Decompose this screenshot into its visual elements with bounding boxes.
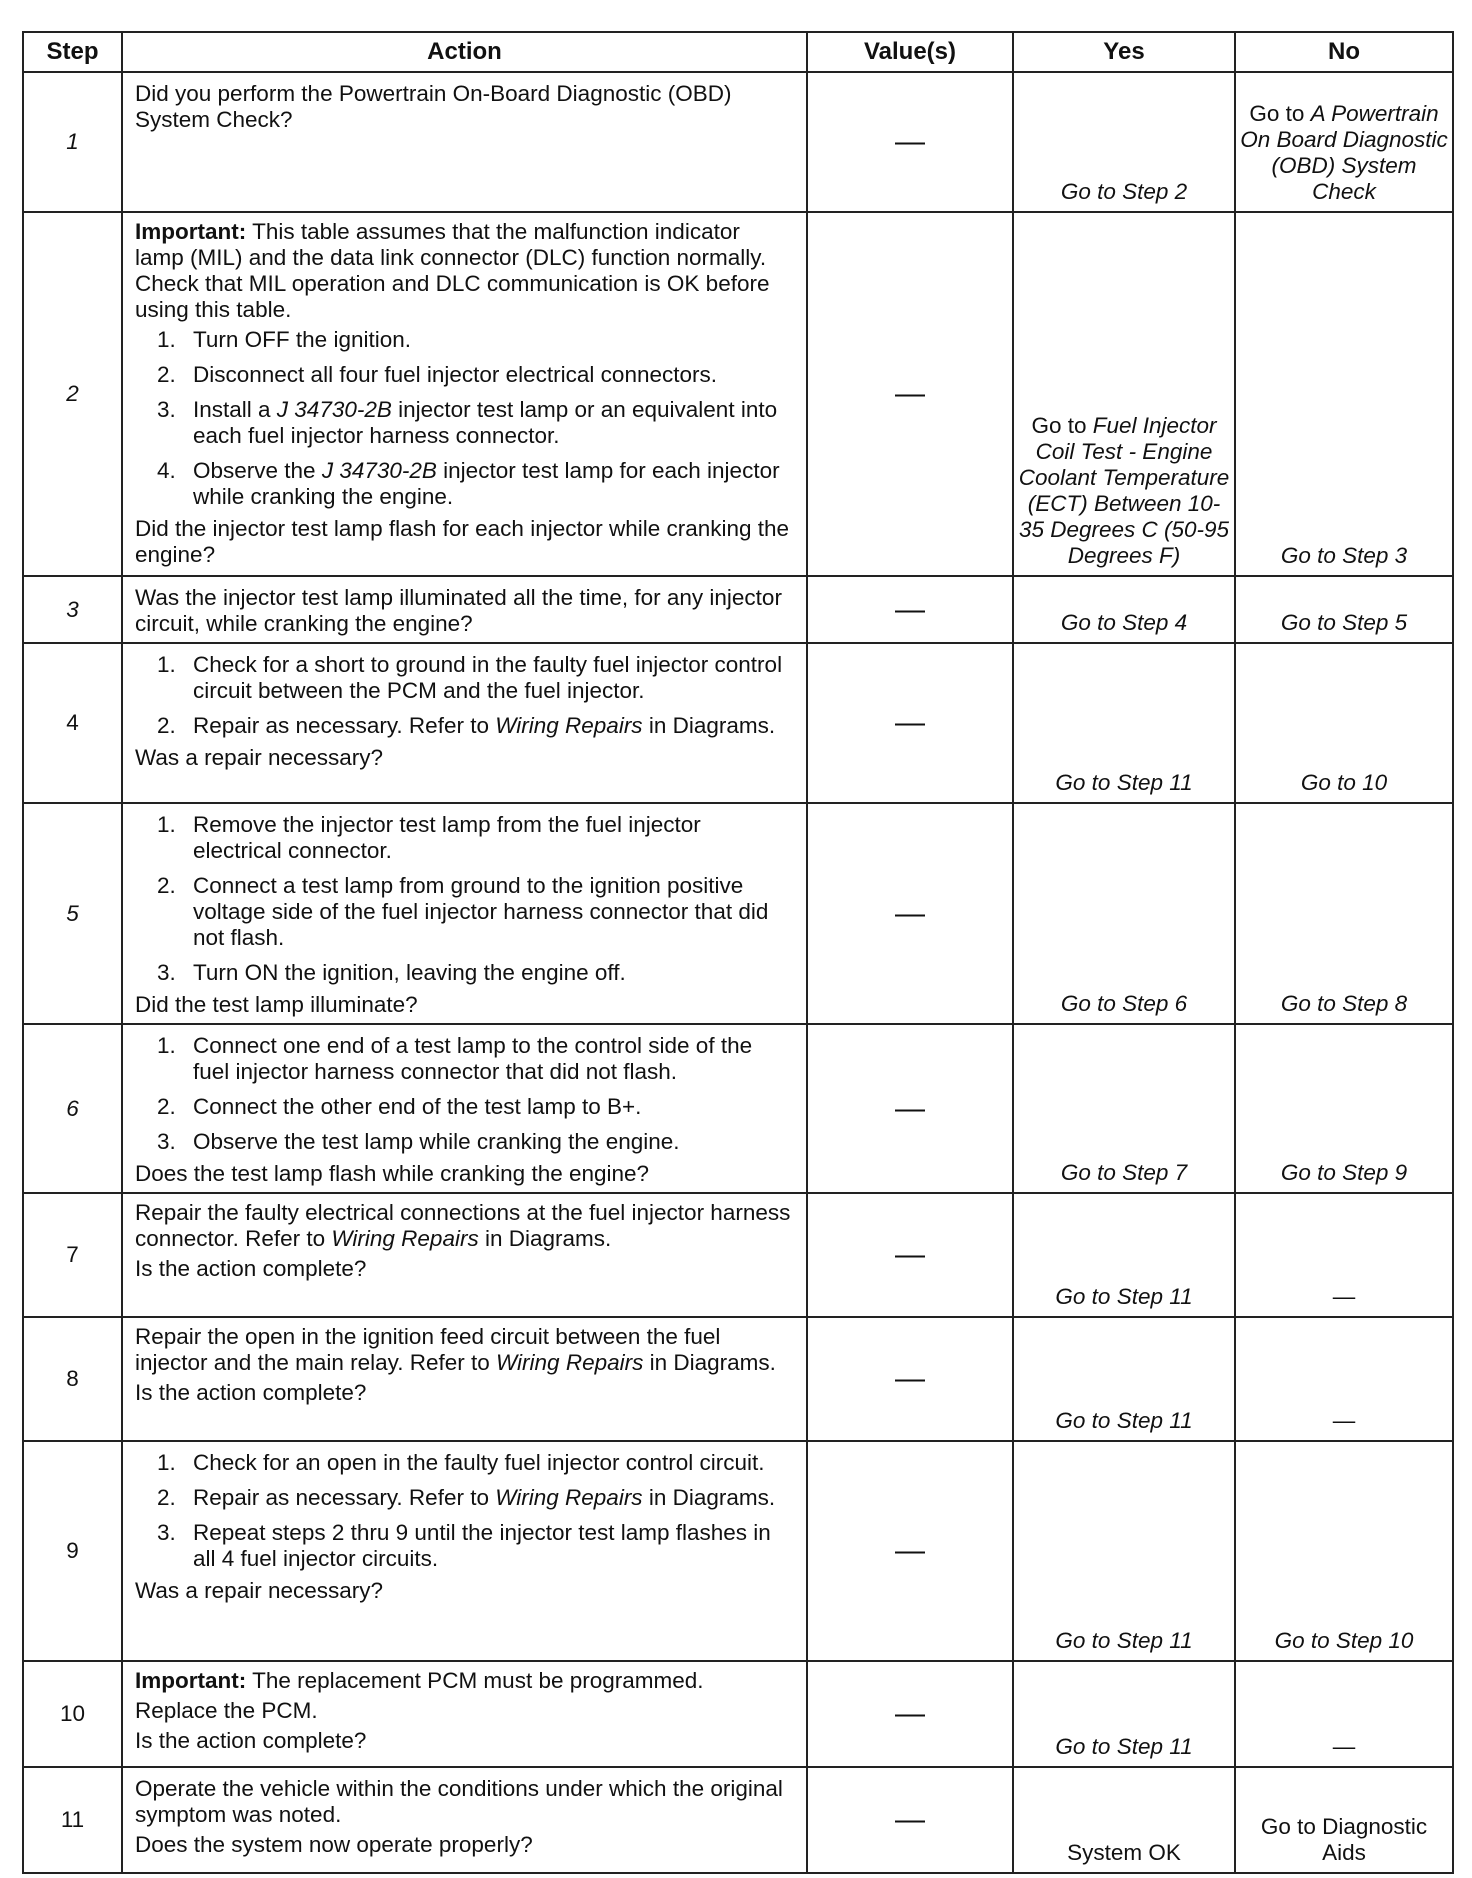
step-item-number: 2.	[157, 873, 176, 898]
action-step-item	[135, 1033, 792, 1085]
step-number: 10	[23, 1661, 122, 1767]
step-item-number: 3.	[157, 1520, 176, 1545]
text-run: in Diagrams.	[478, 1226, 612, 1251]
text-run: in Diagrams.	[643, 1350, 776, 1375]
text-run: Turn OFF the ignition.	[193, 327, 412, 352]
diagnostic-document	[22, 31, 1452, 1874]
action-cell	[122, 576, 807, 643]
text-run: The replacement PCM must be programmed.	[246, 1668, 704, 1693]
step-number: 2	[23, 212, 122, 576]
value-cell: —	[807, 72, 1013, 212]
action-question: Is the action complete?	[135, 1728, 367, 1753]
bold-label: Important:	[135, 1668, 247, 1693]
step-number: 9	[23, 1441, 122, 1661]
action-question: Does the system now operate properly?	[135, 1832, 533, 1857]
italic-text: Go to Step 8	[1280, 991, 1408, 1016]
header-step: Step	[23, 32, 122, 72]
italic-text: J 34730-2B	[321, 458, 437, 483]
text-run: Observe the test lamp while cranking the engine.	[193, 1129, 680, 1154]
step-item-number: 1.	[157, 1450, 176, 1475]
text-run: Check for an open in the faulty fuel injector control circuit.	[193, 1450, 765, 1475]
value-cell: —	[807, 643, 1013, 803]
yes-cell	[1013, 72, 1235, 212]
action-step-item	[135, 397, 792, 449]
action-question: Did the injector test lamp flash for each injector while cranking the engine?	[135, 516, 790, 567]
yes-cell	[1013, 1317, 1235, 1441]
action-paragraph	[135, 219, 792, 323]
text-run: Repeat steps 2 thru 9 until the injector test lamp flashes in all 4 fuel injector circuits.	[193, 1520, 771, 1571]
step-number: 6	[23, 1024, 122, 1193]
no-cell	[1235, 1767, 1453, 1873]
value-cell: —	[807, 1024, 1013, 1193]
action-step-item	[135, 362, 792, 388]
text-run: injector test lamp or an equivalent into each fuel injector harness connector.	[193, 397, 778, 448]
table-row	[23, 803, 1453, 1024]
italic-text: Go to Step 7	[1060, 1160, 1188, 1185]
no-cell	[1235, 1317, 1453, 1441]
value-cell: —	[807, 1317, 1013, 1441]
action-cell	[122, 1441, 807, 1661]
table-row	[23, 1441, 1453, 1661]
table-row	[23, 1317, 1453, 1441]
action-cell	[122, 803, 807, 1024]
yes-cell	[1013, 212, 1235, 576]
action-step-item	[135, 458, 792, 510]
action-step-item	[135, 1520, 792, 1572]
no-cell	[1235, 72, 1453, 212]
italic-text: Go to Step 11	[1055, 1284, 1193, 1309]
no-cell	[1235, 212, 1453, 576]
action-step-item	[135, 812, 792, 864]
yes-cell	[1013, 643, 1235, 803]
step-item-number: 2.	[157, 362, 176, 387]
bold-label: Important:	[135, 219, 247, 244]
text-run: System OK	[1067, 1840, 1181, 1865]
action-steps-list	[135, 327, 792, 510]
table-row	[23, 1661, 1453, 1767]
action-cell	[122, 1024, 807, 1193]
action-step-item	[135, 652, 792, 704]
no-cell	[1235, 576, 1453, 643]
action-step-item	[135, 1129, 792, 1155]
step-number: 7	[23, 1193, 122, 1317]
action-question: Did you perform the Powertrain On-Board Diagnostic (OBD) System Check?	[135, 81, 732, 132]
action-cell	[122, 212, 807, 576]
italic-text: Go to Step 4	[1060, 610, 1188, 635]
text-run: —	[1332, 1734, 1356, 1759]
italic-text: Go to Step 10	[1274, 1628, 1414, 1653]
text-run: Remove the injector test lamp from the fuel injector electrical connector.	[193, 812, 701, 863]
table-row	[23, 212, 1453, 576]
text-run: Go to	[1249, 101, 1311, 126]
table-row	[23, 576, 1453, 643]
text-run: Go to	[1031, 413, 1093, 438]
italic-text: Go to Step 11	[1055, 770, 1193, 795]
yes-cell	[1013, 803, 1235, 1024]
step-item-number: 4.	[157, 458, 176, 483]
action-question: Is the action complete?	[135, 1380, 367, 1405]
action-steps-list	[135, 1450, 792, 1572]
text-run: Connect the other end of the test lamp to B+.	[193, 1094, 642, 1119]
no-cell	[1235, 803, 1453, 1024]
action-question: Was the injector test lamp illuminated all the time, for any injector circuit, while cranking the engine?	[135, 585, 782, 636]
header-yes: Yes	[1013, 32, 1235, 72]
action-question: Replace the PCM.	[135, 1698, 318, 1723]
italic-text: A Powertrain On Board Diagnostic (OBD) System Check	[1240, 101, 1448, 204]
text-run: Repair the faulty electrical connections at the fuel injector harness connector. Refer to	[135, 1200, 791, 1251]
action-steps-list	[135, 812, 792, 986]
table-body	[23, 72, 1453, 1873]
header-action: Action	[122, 32, 807, 72]
text-run: Turn ON the ignition, leaving the engine off.	[193, 960, 626, 985]
action-steps-list	[135, 1033, 792, 1155]
action-cell	[122, 72, 807, 212]
text-run: in Diagrams.	[642, 1485, 776, 1510]
step-item-number: 2.	[157, 1485, 176, 1510]
value-cell: —	[807, 1441, 1013, 1661]
italic-text: Wiring Repairs	[331, 1226, 479, 1251]
step-item-number: 3.	[157, 1129, 176, 1154]
italic-text: Go to Step 11	[1055, 1628, 1193, 1653]
action-step-item	[135, 1450, 792, 1476]
italic-text: Go to Step 9	[1280, 1160, 1408, 1185]
table-row	[23, 1767, 1453, 1873]
step-number: 3	[23, 576, 122, 643]
text-run: —	[1332, 1408, 1356, 1433]
text-run: Check for a short to ground in the faulty fuel injector control circuit between the PCM and the fuel injector.	[193, 652, 783, 703]
action-step-item	[135, 327, 792, 353]
value-cell: —	[807, 1767, 1013, 1873]
table-row	[23, 72, 1453, 212]
action-question: Was a repair necessary?	[135, 745, 384, 770]
step-item-number: 3.	[157, 397, 176, 422]
yes-cell	[1013, 1024, 1235, 1193]
step-number: 5	[23, 803, 122, 1024]
step-number: 1	[23, 72, 122, 212]
action-question: Did the test lamp illuminate?	[135, 992, 418, 1017]
italic-text: Go to Step 11	[1055, 1408, 1193, 1433]
step-number: 8	[23, 1317, 122, 1441]
action-paragraph	[135, 1324, 792, 1376]
action-step-item	[135, 713, 792, 739]
no-cell	[1235, 1193, 1453, 1317]
value-cell: —	[807, 1661, 1013, 1767]
diagnostic-table	[22, 31, 1454, 1874]
italic-text: Go to Step 3	[1280, 543, 1408, 568]
action-step-item	[135, 1094, 792, 1120]
step-item-number: 3.	[157, 960, 176, 985]
action-cell	[122, 1661, 807, 1767]
text-run: Go to Diagnostic Aids	[1260, 1814, 1428, 1865]
step-item-number: 1.	[157, 812, 176, 837]
italic-text: Wiring Repairs	[495, 1485, 643, 1510]
step-item-number: 1.	[157, 327, 176, 352]
action-paragraph	[135, 1668, 792, 1694]
action-question: Operate the vehicle within the conditions under which the original symptom was noted.	[135, 1776, 783, 1827]
step-item-number: 2.	[157, 713, 176, 738]
italic-text: Wiring Repairs	[495, 713, 643, 738]
step-number: 4	[23, 643, 122, 803]
no-cell	[1235, 643, 1453, 803]
action-step-item	[135, 873, 792, 951]
italic-text: Go to Step 2	[1060, 179, 1188, 204]
action-steps-list	[135, 652, 792, 739]
action-cell	[122, 1767, 807, 1873]
action-question: Does the test lamp flash while cranking the engine?	[135, 1161, 650, 1186]
yes-cell	[1013, 1767, 1235, 1873]
action-step-item	[135, 960, 792, 986]
no-cell	[1235, 1441, 1453, 1661]
step-item-number: 1.	[157, 1033, 176, 1058]
yes-cell	[1013, 576, 1235, 643]
value-cell: —	[807, 1193, 1013, 1317]
italic-text: Wiring Repairs	[496, 1350, 644, 1375]
action-question: Is the action complete?	[135, 1256, 367, 1281]
text-run: injector test lamp for each injector while cranking the engine.	[193, 458, 780, 509]
value-cell: —	[807, 212, 1013, 576]
text-run: Repair as necessary. Refer to	[193, 1485, 496, 1510]
step-item-number: 2.	[157, 1094, 176, 1119]
italic-text: J 34730-2B	[276, 397, 392, 422]
header-values: Value(s)	[807, 32, 1013, 72]
italic-text: Go to Step 11	[1055, 1734, 1193, 1759]
italic-text: Go to 10	[1300, 770, 1388, 795]
yes-cell	[1013, 1193, 1235, 1317]
table-row	[23, 1193, 1453, 1317]
text-run: Observe the	[193, 458, 322, 483]
action-cell	[122, 1193, 807, 1317]
text-run: Repair as necessary. Refer to	[193, 713, 496, 738]
text-run: in Diagrams.	[642, 713, 776, 738]
step-item-number: 1.	[157, 652, 176, 677]
no-cell	[1235, 1024, 1453, 1193]
italic-text: Go to Step 5	[1280, 610, 1408, 635]
header-row	[23, 32, 1453, 72]
text-run: This table assumes that the malfunction indicator lamp (MIL) and the data link connector (DLC) function normally. Check that MIL operation and DLC communication is OK before using this table.	[135, 219, 770, 322]
table-row	[23, 1024, 1453, 1193]
text-run: Connect one end of a test lamp to the control side of the fuel injector harness connector that did not flash.	[193, 1033, 753, 1084]
text-run: Disconnect all four fuel injector electrical connectors.	[193, 362, 717, 387]
yes-cell	[1013, 1441, 1235, 1661]
value-cell: —	[807, 576, 1013, 643]
text-run: Install a	[193, 397, 277, 422]
action-cell	[122, 1317, 807, 1441]
value-cell: —	[807, 803, 1013, 1024]
action-cell	[122, 643, 807, 803]
header-no: No	[1235, 32, 1453, 72]
action-question: Was a repair necessary?	[135, 1578, 384, 1603]
table-row	[23, 643, 1453, 803]
text-run: Connect a test lamp from ground to the ignition positive voltage side of the fuel injector harness connector that did not flash.	[193, 873, 769, 950]
text-run: Repair the open in the ignition feed circuit between the fuel injector and the main relay. Refer to	[135, 1324, 721, 1375]
text-run: —	[1332, 1284, 1356, 1309]
no-cell	[1235, 1661, 1453, 1767]
yes-cell	[1013, 1661, 1235, 1767]
italic-text: Go to Step 6	[1060, 991, 1188, 1016]
action-step-item	[135, 1485, 792, 1511]
action-paragraph	[135, 1200, 792, 1252]
italic-text: Fuel Injector Coil Test - Engine Coolant Temperature (ECT) Between 10-35 Degrees C (50-95 Degrees F)	[1018, 413, 1230, 568]
step-number: 11	[23, 1767, 122, 1873]
